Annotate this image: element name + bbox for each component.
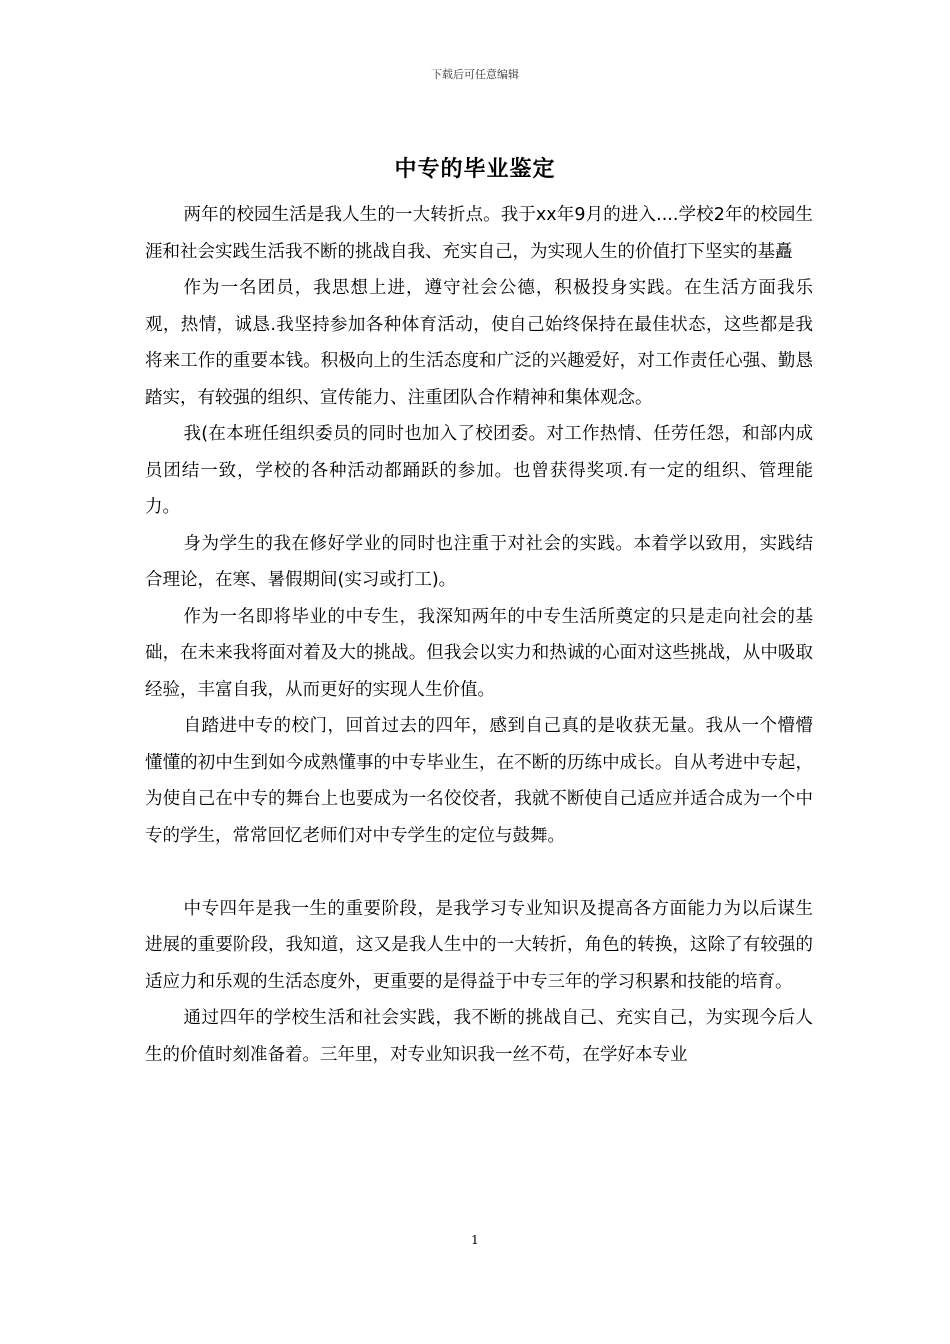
paragraph-7: 中专四年是我一生的重要阶段，是我学习专业知识及提高各方面能力为以后谋生进展的重要阶段，我知道，这又是我人生中的一大转折，角色的转换，这除了有较强的适应力和乐观的生活态度外，更重要的是得益于中专三年的学习积累和技能的培育。 [145, 898, 813, 992]
paragraph-5: 作为一名即将毕业的中专生，我深知两年的中专生活所奠定的只是走向社会的基础，在未来我将面对着及大的挑战。但我会以实力和热诚的心面对这些挑战，从中吸取经验，丰富自我，从而更好的实现人生价值。 [145, 606, 813, 700]
paragraph-3: 我(在本班任组织委员的同时也加入了校团委。对工作热情、任劳任怨，和部内成员团结一致，学校的各种活动都踊跃的参加。也曾获得奖项.有一定的组织、管理能力。 [145, 424, 813, 517]
paragraph-6: 自踏进中专的校门，回首过去的四年，感到自己真的是收获无量。我从一个懵懵懂懂的初中生到如今成熟懂事的中专毕业生，在不断的历练中成长。自从考进中专起，为使自己在中专的舞台上也要成为一名佼佼者，我就不断使自己适应并适合成为一个中专的学生，常常回忆老师们对中专学生的定位与鼓舞。 [145, 716, 813, 846]
paragraph-2: 作为一名团员，我思想上进，遵守社会公德，积极投身实践。在生活方面我乐观，热情，诚恳.我坚持参加各种体育活动，使自己始终保持在最佳状态，这些都是我将来工作的重要本钱。积极向上的生活态度和广泛的兴趣爱好，对工作责任心强、勤恳踏实，有较强的组织、宣传能力、注重团队合作精神和集体观念。 [145, 278, 813, 408]
document-body [145, 197, 813, 1073]
paragraph-8: 通过四年的学校生活和社会实践，我不断的挑战自己、充实自己，为实现今后人生的价值时刻准备着。三年里，对专业知识我一丝不苟，在学好本专业 [145, 1008, 813, 1065]
document-title: 中专的毕业鉴定 [394, 157, 556, 182]
paragraph-1: 两年的校园生活是我人生的一大转折点。我于xx年9月的进入....学校2年的校园生涯和社会实践生活我不断的挑战自我、充实自己，为实现人生的价值打下坚实的基矗 [145, 205, 813, 262]
paragraph-4: 身为学生的我在修好学业的同时也注重于对社会的实践。本着学以致用，实践结合理论，在寒、暑假期间(实习或打工)。 [145, 533, 813, 590]
header-note: 下载后可任意编辑 [431, 68, 519, 81]
page-number: 1 [471, 1233, 479, 1247]
